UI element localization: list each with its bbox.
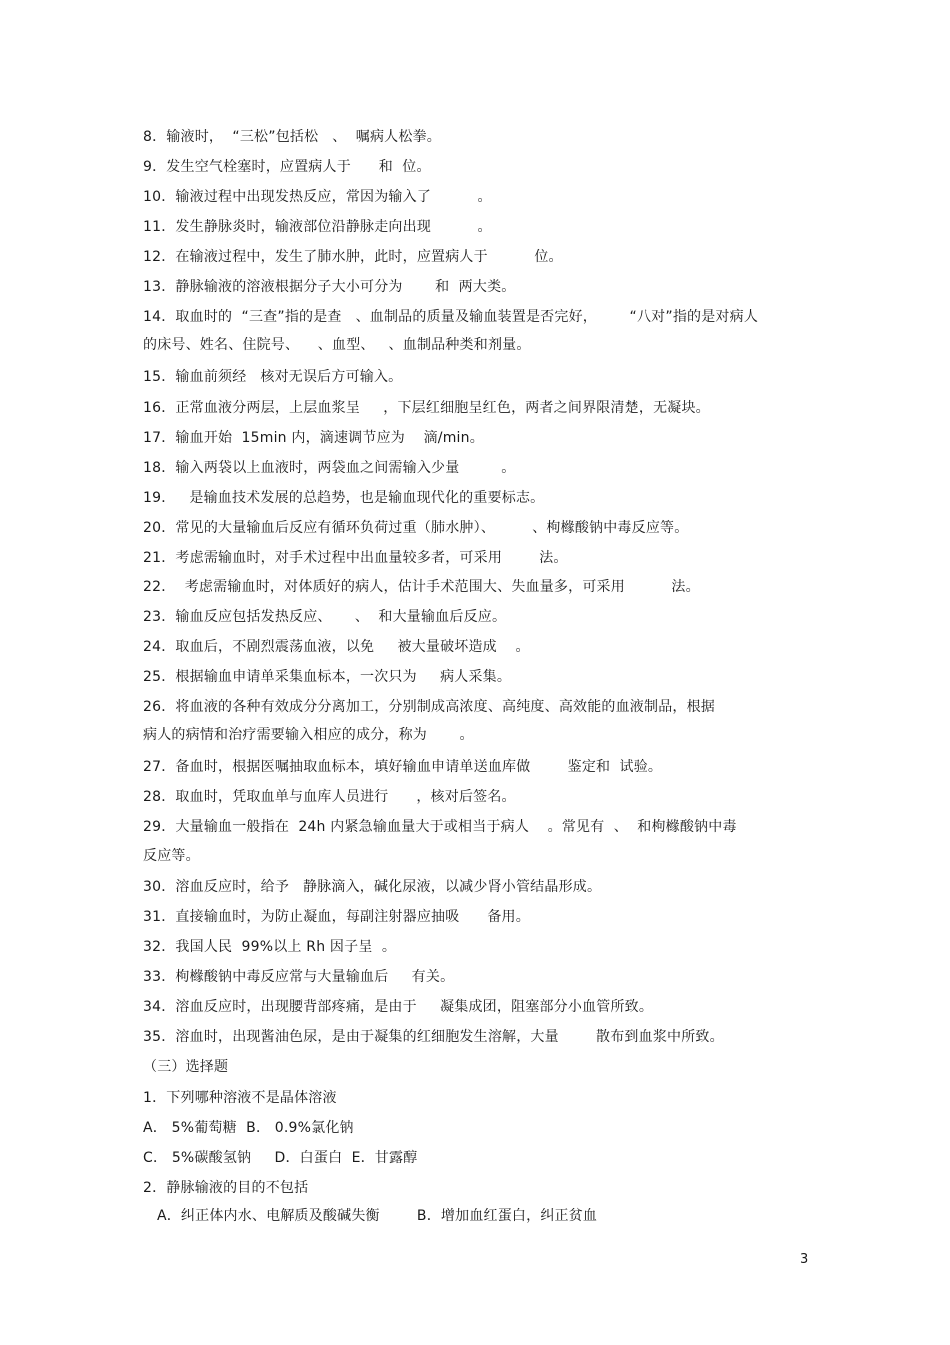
question-14: 14．取血时的 “三查”指的是查 、血制品的质量及输血装置是否完好， “八对”指的是对病人 (143, 309, 759, 325)
question-29: 29．大量输血一般指在 24h 内紧急输血量大于或相当于病人 。常见有 、 和枸橼酸钠中毒 (143, 819, 737, 835)
choice-question-1: 1．下列哪种溶液不是晶体溶液 (143, 1090, 337, 1106)
question-12: 12．在输液过程中，发生了肺水肿，此时，应置病人于 位。 (143, 249, 563, 265)
section-heading-choice: （三）选择题 (143, 1059, 229, 1075)
question-33: 33．枸橼酸钠中毒反应常与大量输血后 有关。 (143, 969, 455, 985)
question-8: 8．输液时， “三松”包括松 、 嘱病人松拳。 (143, 129, 441, 145)
question-14-cont: 的床号、姓名、住院号、 、血型、 、血制品种类和剂量。 (143, 337, 531, 353)
choice-question-2: 2．静脉输液的目的不包括 (143, 1180, 309, 1196)
question-28: 28．取血时，凭取血单与血库人员进行 ，核对后签名。 (143, 789, 516, 805)
choice-1-options-a-b: A． 5%葡萄糖 B． 0.9%氯化钠 (143, 1120, 354, 1136)
question-16: 16．正常血液分两层，上层血浆呈 ，下层红细胞呈红色，两者之间界限清楚，无凝块。 (143, 400, 710, 416)
question-20: 20．常见的大量输血后反应有循环负荷过重（肺水肿）、 、枸橼酸钠中毒反应等。 (143, 520, 689, 536)
question-22: 22． 考虑需输血时，对体质好的病人，估计手术范围大、失血量多，可采用 法。 (143, 579, 700, 595)
question-13: 13．静脉输液的溶液根据分子大小可分为 和 两大类。 (143, 279, 516, 295)
page-number: 3 (800, 1252, 809, 1267)
question-9: 9．发生空气栓塞时，应置病人于 和 位。 (143, 159, 431, 175)
choice-1-options-c-e: C． 5%碳酸氢钠 D．白蛋白 E．甘露醇 (143, 1150, 418, 1166)
question-29-cont: 反应等。 (143, 848, 200, 864)
question-23: 23．输血反应包括发热反应、 、 和大量输血后反应。 (143, 609, 507, 625)
question-21: 21．考虑需输血时，对手术过程中出血量较多者，可采用 法。 (143, 550, 568, 566)
question-15: 15．输血前须经 核对无误后方可输入。 (143, 369, 403, 385)
question-25: 25．根据输血申请单采集血标本，一次只为 病人采集。 (143, 669, 512, 685)
question-31: 31．直接输血时，为防止凝血，每副注射器应抽吸 备用。 (143, 909, 530, 925)
question-24: 24．取血后，不剧烈震荡血液，以免 被大量破坏造成 。 (143, 639, 530, 655)
question-10: 10．输液过程中出现发热反应，常因为输入了 。 (143, 189, 492, 205)
question-35: 35．溶血时，出现酱油色尿，是由于凝集的红细胞发生溶解，大量 散布到血浆中所致。 (143, 1029, 724, 1045)
question-26-cont: 病人的病情和治疗需要输入相应的成分，称为 。 (143, 727, 474, 743)
question-18: 18．输入两袋以上血液时，两袋血之间需输入少量 。 (143, 460, 516, 476)
choice-2-options-a-b: A．纠正体内水、电解质及酸碱失衡 B．增加血红蛋白，纠正贫血 (143, 1208, 598, 1224)
question-27: 27．备血时，根据医嘱抽取血标本，填好输血申请单送血库做 鉴定和 试验。 (143, 759, 663, 775)
question-34: 34．溶血反应时，出现腰背部疼痛，是由于 凝集成团，阻塞部分小血管所致。 (143, 999, 654, 1015)
question-30: 30．溶血反应时，给予 静脉滴入，碱化尿液，以减少肾小管结晶形成。 (143, 879, 602, 895)
question-19: 19． 是输血技术发展的总趋势，也是输血现代化的重要标志。 (143, 490, 545, 506)
question-17: 17．输血开始 15min 内，滴速调节应为 滴/min。 (143, 430, 484, 446)
question-32: 32．我国人民 99%以上 Rh 因子呈 。 (143, 939, 397, 955)
question-26: 26．将血液的各种有效成分分离加工，分别制成高浓度、高纯度、高效能的血液制品，根据 (143, 699, 716, 715)
question-11: 11．发生静脉炎时，输液部位沿静脉走向出现 。 (143, 219, 492, 235)
